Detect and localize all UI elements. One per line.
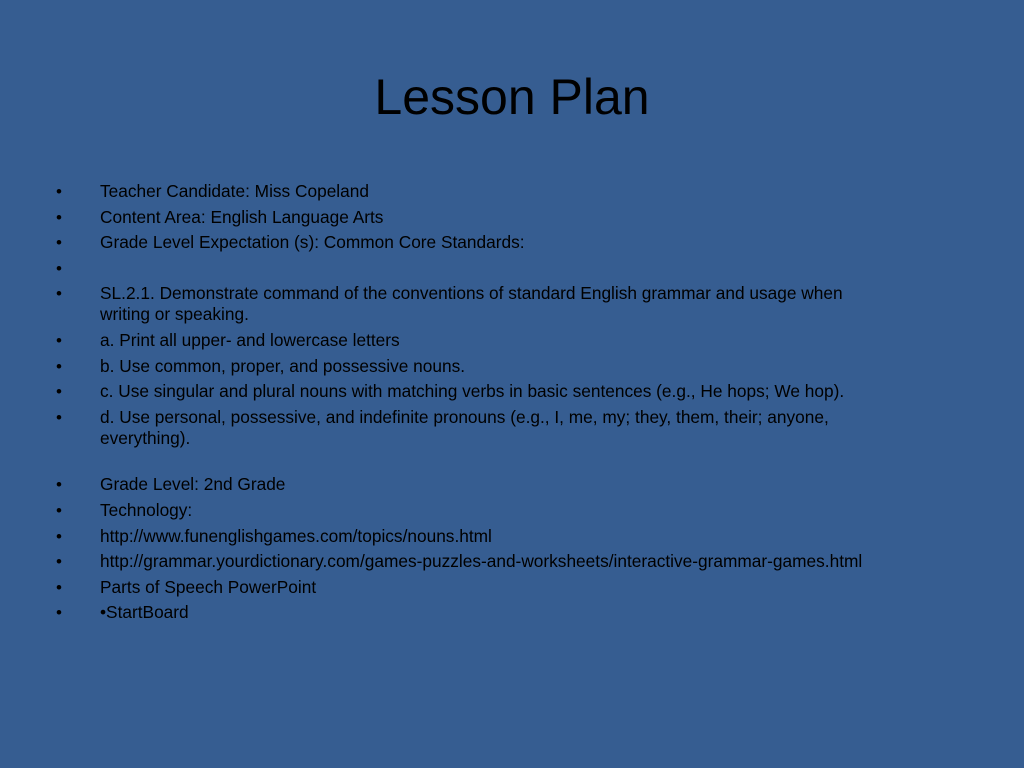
yourdictionary-link[interactable]: http://grammar.yourdictionary.com/games-puzzles-and-worksheets/interactive-grammar-games.html — [100, 551, 863, 572]
list-item — [56, 356, 896, 377]
bullet-icon: • — [56, 382, 62, 402]
parts-of-speech-text: Parts of Speech PowerPoint — [100, 576, 317, 597]
list-item — [56, 207, 896, 228]
grade-level-expectation-text: Grade Level Expectation (s): Common Core Standards: — [100, 232, 525, 253]
bullet-icon: • — [56, 258, 62, 278]
bullet-icon: • — [56, 500, 62, 520]
bullet-icon: • — [56, 233, 62, 253]
bullet-icon: • — [56, 207, 62, 227]
bullet-icon: • — [56, 603, 62, 623]
list-item — [56, 526, 896, 547]
bullet-icon: • — [56, 356, 62, 376]
standard-sl-2-1-text: SL.2.1. Demonstrate command of the conventions of standard English grammar and usage when writing or speaking. — [100, 283, 843, 325]
bullet-list — [56, 181, 896, 628]
startboard-text: •StartBoard — [100, 602, 189, 623]
standard-d-text: d. Use personal, possessive, and indefinite pronouns (e.g., I, me, my; they, them, their; anyone, everything). — [100, 406, 829, 448]
bullet-icon: • — [56, 407, 62, 427]
list-item — [56, 181, 896, 202]
list-item — [56, 232, 896, 253]
bullet-icon: • — [56, 284, 62, 304]
list-item — [56, 258, 896, 279]
bullet-icon: • — [56, 526, 62, 546]
funenglishgames-link[interactable]: http://www.funenglishgames.com/topics/nouns.html — [100, 525, 492, 546]
technology-text: Technology: — [100, 499, 193, 520]
list-item — [56, 381, 896, 402]
bullet-icon: • — [56, 330, 62, 350]
list-spacer — [56, 453, 896, 474]
list-item — [56, 577, 896, 598]
content-area-text: Content Area: English Language Arts — [100, 206, 384, 227]
list-item — [56, 407, 896, 449]
list-item — [56, 500, 896, 521]
bullet-icon: • — [56, 475, 62, 495]
list-item — [56, 602, 896, 623]
list-item — [56, 330, 896, 351]
slide-title: Lesson Plan — [374, 69, 650, 125]
list-item — [56, 283, 896, 325]
list-item — [56, 551, 896, 572]
bullet-icon: • — [56, 182, 62, 201]
standard-a-text: a. Print all upper- and lowercase letters — [100, 329, 400, 350]
list-item — [56, 474, 896, 495]
standard-c-text: c. Use singular and plural nouns with matching verbs in basic sentences (e.g., He hops; We hop). — [100, 381, 845, 402]
teacher-candidate-text: Teacher Candidate: Miss Copeland — [100, 181, 369, 201]
bullet-icon: • — [56, 552, 62, 572]
bullet-icon: • — [56, 577, 62, 597]
grade-level-text: Grade Level: 2nd Grade — [100, 474, 286, 495]
standard-b-text: b. Use common, proper, and possessive nouns. — [100, 355, 466, 376]
